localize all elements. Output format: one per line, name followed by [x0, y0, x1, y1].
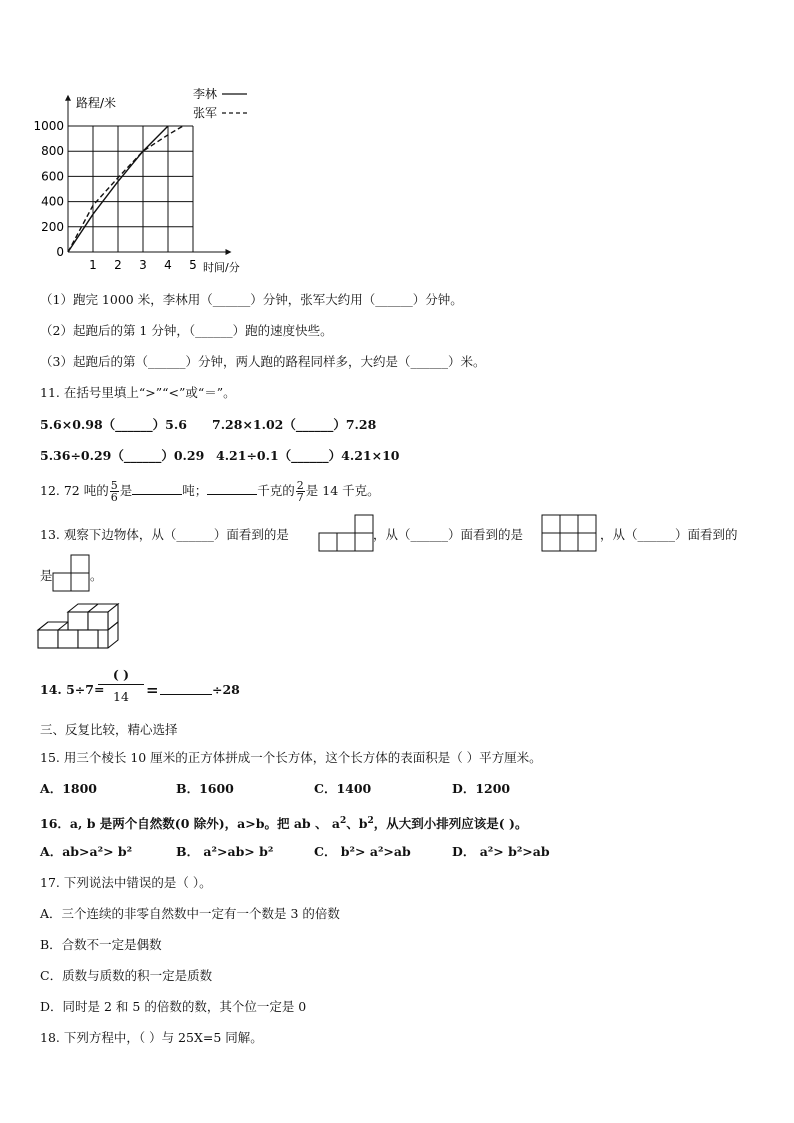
y-tick-label: 1000	[33, 119, 64, 133]
y-tick-label: 600	[41, 169, 64, 184]
q11-title: 11. 在括号里填上“>”“<”或“＝”。	[40, 385, 236, 400]
q15-stem: 15. 用三个棱长 10 厘米的正方体拼成一个长方体，这个长方体的表面积是（ ）平方厘米。	[40, 750, 542, 765]
section-heading: 三、反复比较，精心选择	[40, 722, 178, 737]
q13-text-2: ，从（______）面看到的是	[373, 527, 524, 542]
q15-option-b[interactable]: B．1600	[176, 781, 234, 796]
q10-part3: （3）起跑后的第（______）分钟，两人跑的路程同样多，大约是（______）米。	[40, 354, 486, 369]
q14-text-3: ÷28	[212, 682, 240, 697]
q16-option-b[interactable]: B． a²>ab> b²	[176, 844, 274, 859]
q16-option-c[interactable]: C． b²> a²>ab	[314, 844, 411, 859]
x-axis-arrow	[226, 249, 232, 255]
q16-stem-part-3: ，从大到小排列应该是( )。	[373, 816, 528, 832]
q13-text-5: 。	[90, 568, 103, 583]
y-tick-label: 400	[41, 194, 64, 209]
q12-text-1: 12. 72 吨的	[40, 483, 109, 498]
q14-denominator: 14	[113, 689, 129, 704]
q11-item-1: 5.6×0.98（______）5.6	[40, 417, 187, 432]
q16-stem	[40, 813, 527, 832]
q11-item-3: 5.36÷0.29（______）0.29	[40, 448, 205, 463]
q14-equals: =	[146, 681, 159, 699]
q17-option-a[interactable]: A．三个连续的非零自然数中一定有一个数是 3 的倍数	[40, 906, 340, 921]
q17-option-d[interactable]: D．同时是 2 和 5 的倍数的数，其个位一定是 0	[40, 999, 307, 1014]
fraction-numerator: 2	[296, 479, 304, 492]
x-tick-label: 1	[89, 258, 97, 272]
q14-numerator: ( )	[112, 667, 130, 682]
q16-stem-part-2: 、b	[346, 816, 368, 832]
series-line-zhangjun	[68, 126, 183, 252]
q12-text-4: 千克的	[257, 483, 295, 498]
q15-option-a[interactable]: A．1800	[40, 781, 97, 796]
x-tick-label: 5	[189, 258, 197, 272]
fraction-two-sevenths	[296, 480, 305, 503]
y-tick-label: 0	[56, 245, 64, 259]
x-tick-label: 3	[139, 258, 147, 272]
fraction-five-sixths	[110, 480, 119, 503]
q15-option-d[interactable]: D．1200	[452, 781, 511, 796]
legend-label: 李林	[193, 87, 218, 101]
q14-fraction-bar	[98, 684, 144, 685]
q12-text-5: 是 14 千克。	[305, 483, 380, 498]
q17-option-b[interactable]: B．合数不一定是偶数	[40, 937, 162, 952]
q13-text-4: 是	[40, 568, 53, 583]
view-shape-3	[52, 554, 92, 592]
distance-time-chart	[30, 82, 260, 282]
superscript: 2	[339, 816, 347, 826]
q13-text-3: ，从（______）面看到的	[600, 527, 738, 542]
q10-part1: （1）跑完 1000 米，李林用（______）分钟，张军大约用（______）分钟。	[40, 292, 463, 307]
q16-stem-part-1: 16．a, b 是两个自然数(0 除外)，a>b。把 ab 、 a	[40, 816, 340, 832]
y-tick-label: 800	[41, 144, 64, 159]
q12-text-3: 吨；	[182, 483, 208, 498]
y-axis-label: 路程/米	[76, 95, 117, 110]
q12-line	[40, 476, 380, 506]
q17-stem: 17. 下列说法中错误的是（ ）。	[40, 875, 212, 890]
q15-option-c[interactable]: C．1400	[314, 781, 372, 796]
q11-item-2: 7.28×1.02（______）7.28	[212, 417, 377, 432]
q16-option-a[interactable]: A．ab>a²> b²	[40, 844, 133, 859]
answer-blank[interactable]	[207, 483, 257, 495]
y-axis-arrow	[65, 95, 71, 101]
x-tick-label: 4	[164, 258, 172, 272]
fraction-denominator: 6	[110, 491, 118, 504]
q10-part2: （2）起跑后的第 1 分钟，（______）跑的速度快些。	[40, 323, 333, 338]
q17-option-c[interactable]: C．质数与质数的积一定是质数	[40, 968, 213, 983]
q18-stem: 18. 下列方程中，（ ）与 25X=5 同解。	[40, 1030, 263, 1045]
q11-item-4: 4.21÷0.1（______）4.21×10	[216, 448, 400, 463]
answer-blank[interactable]	[160, 683, 212, 695]
q13-text-1: 13. 观察下边物体，从（______）面看到的是	[40, 527, 289, 542]
answer-blank[interactable]	[132, 483, 182, 495]
view-shape-1	[318, 514, 374, 552]
y-tick-label: 200	[41, 219, 64, 234]
q12-text-2: 是	[119, 483, 133, 498]
q14-text-1: 14. 5÷7=	[40, 682, 105, 697]
view-shape-2	[541, 514, 597, 552]
q16-option-d[interactable]: D． a²> b²>ab	[452, 844, 550, 859]
legend-label: 张军	[193, 106, 218, 120]
x-axis-label: 时间/分	[203, 261, 240, 274]
cube-stack-figure	[36, 603, 126, 651]
x-tick-label: 2	[114, 258, 122, 272]
fraction-denominator: 7	[296, 491, 304, 504]
fraction-numerator: 5	[110, 479, 118, 492]
superscript: 2	[367, 816, 374, 826]
